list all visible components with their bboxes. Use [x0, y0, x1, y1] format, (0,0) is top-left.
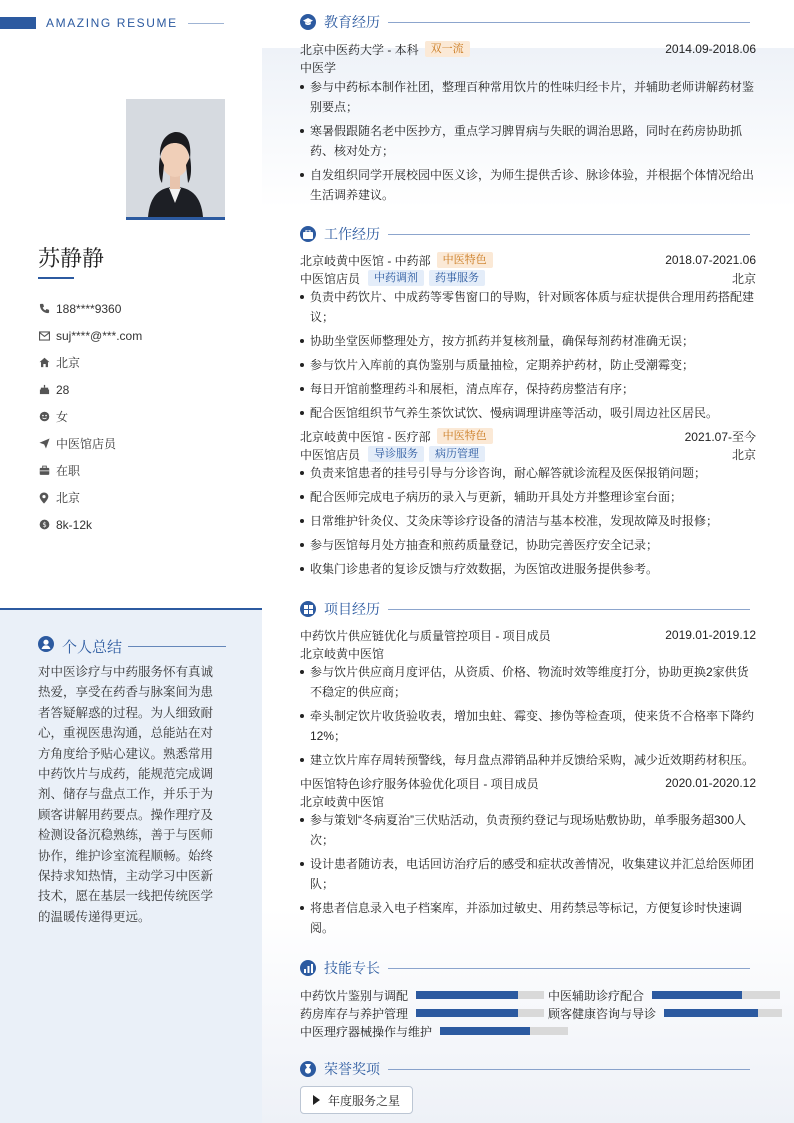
project-entry-2 [300, 774, 756, 942]
skill-name: 顾客健康咨询与导诊 [548, 1006, 657, 1021]
summary-header [38, 636, 226, 657]
list-item: 配合医师完成电子病历的录入与更新，辅助开具处方并整理诊室台面； [300, 487, 756, 507]
school-tag: 双一流 [425, 41, 470, 57]
skill-bar-fill [416, 991, 518, 999]
skill-bar-fill [416, 1009, 518, 1017]
education-bullets [300, 77, 756, 205]
education-header [300, 12, 750, 32]
left-column [0, 0, 262, 1123]
skill-bar-fill [664, 1009, 758, 1017]
award-item [300, 1086, 413, 1114]
mail-icon [38, 330, 50, 342]
skill-bar [440, 1027, 568, 1035]
education-divider [388, 22, 750, 23]
send-icon [38, 438, 50, 450]
list-item: 参与中药标本制作社团，整理百种常用饮片的性味归经卡片，并辅助老师讲解药材鉴别要点； [300, 77, 756, 117]
skill-bar [416, 1009, 544, 1017]
contact-salary [38, 511, 142, 538]
list-item: 负责中药饮片、中成药等零售窗口的导购，针对顾客体质与症状提供合理用药搭配建议； [300, 287, 756, 327]
skill-bar [652, 991, 780, 999]
skill-bar [664, 1009, 782, 1017]
skill-name: 中医理疗器械操作与维护 [300, 1024, 433, 1039]
skills-header [300, 958, 750, 978]
contact-status-text: 在职 [56, 464, 81, 478]
list-item: 协助坐堂医师整理处方，按方抓药并复核剂量，确保每剂药材准确无误； [300, 331, 756, 351]
list-item: 配合医馆组织节气养生茶饮试饮、慢病调理讲座等活动，吸引周边社区居民。 [300, 403, 756, 423]
project-org-row [300, 792, 756, 810]
projects-divider [388, 609, 750, 610]
work-divider [388, 234, 750, 235]
medal-icon [300, 1061, 316, 1077]
skill-name: 中医辅助诊疗配合 [548, 988, 645, 1003]
education-entry [300, 40, 756, 209]
grid-icon [300, 601, 316, 617]
brand-divider [188, 23, 224, 24]
list-item: 参与策划“冬病夏治”三伏贴活动，负责预约登记与现场贴敷协助，单季服务超300人次； [300, 810, 756, 850]
candidate-name: 苏静静 [38, 247, 105, 272]
awards-divider [388, 1069, 750, 1070]
job-date: 2018.07-2021.06 [665, 253, 756, 267]
contact-location [38, 484, 142, 511]
role-tag: 中药调剂 [368, 270, 424, 286]
skill-name: 药房库存与养护管理 [300, 1006, 409, 1021]
summary-text: 对中医诊疗与中药服务怀有真诚热爱，享受在药香与脉案间为患者答疑解惑的过程。为人细致耐心，重视医患沟通，总能站在对方角度给予贴心建议。熟悉常用中药饮片与成药，能规范完成调剂、储存与盘点工作，并乐于为顾客讲解用药要点。操作理疗及检测设备沉稳熟练，善于与医师协作，维护诊室流程顺畅。始终保持求知热情，主动学习中医新技术，愿在基层一线把传统医学的温暖传递得更远。 [38, 665, 214, 924]
skills-title: 技能专长 [324, 960, 380, 976]
project-entry-1 [300, 626, 756, 774]
job-role-row [300, 269, 756, 287]
contact-gender-text: 女 [56, 410, 69, 424]
job-row [300, 427, 756, 445]
project-bullets [300, 810, 756, 938]
contact-status [38, 457, 142, 484]
contact-age-text: 28 [56, 382, 70, 397]
job-date: 2021.07-至今 [684, 429, 756, 444]
job-tag: 中医特色 [437, 252, 493, 268]
home-icon [38, 357, 50, 369]
award-name: 年度服务之星 [328, 1093, 401, 1108]
summary-panel [0, 608, 262, 1123]
project-date: 2019.01-2019.12 [665, 628, 756, 642]
job-row [300, 251, 756, 269]
list-item: 设计患者随访表，电话回访治疗后的感受和症状改善情况，收集建议并汇总给医师团队； [300, 854, 756, 894]
education-date: 2014.09-2018.06 [665, 42, 756, 56]
bar-chart-icon [300, 960, 316, 976]
list-item: 负责来馆患者的挂号引导与分诊咨询，耐心解答就诊流程及医保报销问题； [300, 463, 756, 483]
contact-email [38, 322, 142, 349]
summary-divider [128, 646, 226, 647]
list-item: 参与医馆每月处方抽查和煎药质量登记，协助完善医疗安全记录； [300, 535, 756, 555]
skill-item [548, 1004, 782, 1022]
project-bullets [300, 662, 756, 770]
contact-list [38, 295, 142, 538]
job-company: 北京岐黄中医馆 - 医疗部 [300, 429, 431, 444]
job-role: 中医馆店员 [300, 271, 361, 286]
contact-phone [38, 295, 142, 322]
major-row [300, 58, 756, 76]
contact-position-text: 中医馆店员 [56, 437, 117, 451]
contact-salary-text: 8k-12k [56, 517, 93, 532]
list-item: 牵头制定饮片收货验收表，增加虫蛀、霉变、掺伪等检查项，使来货不合格率下降约12%； [300, 706, 756, 746]
list-item: 自发组织同学开展校园中医义诊，为师生提供舌诊、脉诊体验，并根据个体情况给出生活调养建议。 [300, 165, 756, 205]
work-title: 工作经历 [324, 226, 380, 242]
role-tag: 病历管理 [429, 446, 485, 462]
education-title: 教育经历 [324, 14, 380, 30]
projects-header [300, 599, 750, 619]
job-company: 北京岐黄中医馆 - 中药部 [300, 253, 431, 268]
summary-title: 个人总结 [62, 639, 123, 656]
list-item: 将患者信息录入电子档案库，并添加过敏史、用药禁忌等标记，方便复诊时快速调阅。 [300, 898, 756, 938]
contact-home [38, 349, 142, 376]
skill-name: 中药饮片鉴别与调配 [300, 988, 409, 1003]
graduation-cap-icon [300, 14, 316, 30]
work-entry-2 [300, 427, 756, 583]
job-tag: 中医特色 [437, 428, 493, 444]
list-item: 寒暑假跟随名老中医抄方，重点学习脾胃病与失眠的调治思路，同时在药房协助抓药、核对处方； [300, 121, 756, 161]
contact-age [38, 376, 142, 403]
list-item: 日常维护针灸仪、艾灸床等诊疗设备的清洁与基本校准，发现故障及时报修； [300, 511, 756, 531]
salary-icon [38, 519, 50, 531]
school-name: 北京中医药大学 - 本科 [300, 42, 419, 57]
skill-bar-fill [440, 1027, 530, 1035]
gender-icon [38, 411, 50, 423]
contact-phone-text: 188****9360 [56, 301, 122, 316]
play-icon [313, 1095, 320, 1105]
svg-text:$: $ [41, 520, 47, 529]
skill-item [300, 1004, 544, 1022]
list-item: 参与饮片供应商月度评估，从资质、价格、物流时效等维度打分，协助更换2家供货不稳定的供应商； [300, 662, 756, 702]
contact-location-text: 北京 [56, 491, 81, 505]
contact-gender [38, 403, 142, 430]
job-bullets [300, 287, 756, 423]
job-role: 中医馆店员 [300, 447, 361, 462]
phone-icon [38, 303, 50, 315]
skill-bar [416, 991, 544, 999]
work-header [300, 224, 750, 244]
awards-header [300, 1059, 750, 1079]
cake-icon [38, 384, 50, 396]
job-city: 北京 [731, 447, 756, 462]
role-tag: 导诊服务 [368, 446, 424, 462]
awards-title: 荣誉奖项 [324, 1061, 380, 1077]
project-name: 中医馆特色诊疗服务体验优化项目 - 项目成员 [300, 776, 539, 791]
skill-item [300, 1022, 568, 1040]
brand-bar [0, 17, 36, 29]
major: 中医学 [300, 60, 337, 75]
contact-position [38, 430, 142, 457]
project-row [300, 626, 756, 644]
briefcase-icon [38, 465, 50, 477]
project-org: 北京岐黄中医馆 [300, 794, 385, 809]
skill-item [548, 986, 780, 1004]
name-underline [38, 277, 74, 279]
list-item: 每日开馆前整理药斗和展柜，清点库存，保持药房整洁有序； [300, 379, 756, 399]
skill-item [300, 986, 544, 1004]
list-item: 参与饮片入库前的真伪鉴别与质量抽检，定期养护药材，防止受潮霉变； [300, 355, 756, 375]
role-tag: 药事服务 [429, 270, 485, 286]
contact-home-text: 北京 [56, 356, 81, 370]
education-row [300, 40, 756, 58]
project-row [300, 774, 756, 792]
list-item: 收集门诊患者的复诊反馈与疗效数据，为医馆改进服务提供参考。 [300, 559, 756, 579]
job-city: 北京 [731, 271, 756, 286]
brand-title: AMAZING RESUME [46, 16, 178, 30]
project-date: 2020.01-2020.12 [665, 776, 756, 790]
contact-email-text: suj****@***.com [56, 328, 143, 343]
skills-divider [388, 968, 750, 969]
projects-title: 项目经历 [324, 601, 380, 617]
briefcase-icon [300, 226, 316, 242]
location-icon [38, 492, 50, 504]
job-role-row [300, 445, 756, 463]
list-item: 建立饮片库存周转预警线，每月盘点滞销品种并反馈给采购，减少近效期药材积压。 [300, 750, 756, 770]
user-icon [38, 636, 54, 657]
project-org-row [300, 644, 756, 662]
project-org: 北京岐黄中医馆 [300, 646, 385, 661]
job-bullets [300, 463, 756, 579]
profile-photo [126, 99, 225, 220]
work-entry-1 [300, 251, 756, 427]
skill-bar-fill [652, 991, 742, 999]
project-name: 中药饮片供应链优化与质量管控项目 - 项目成员 [300, 628, 551, 643]
